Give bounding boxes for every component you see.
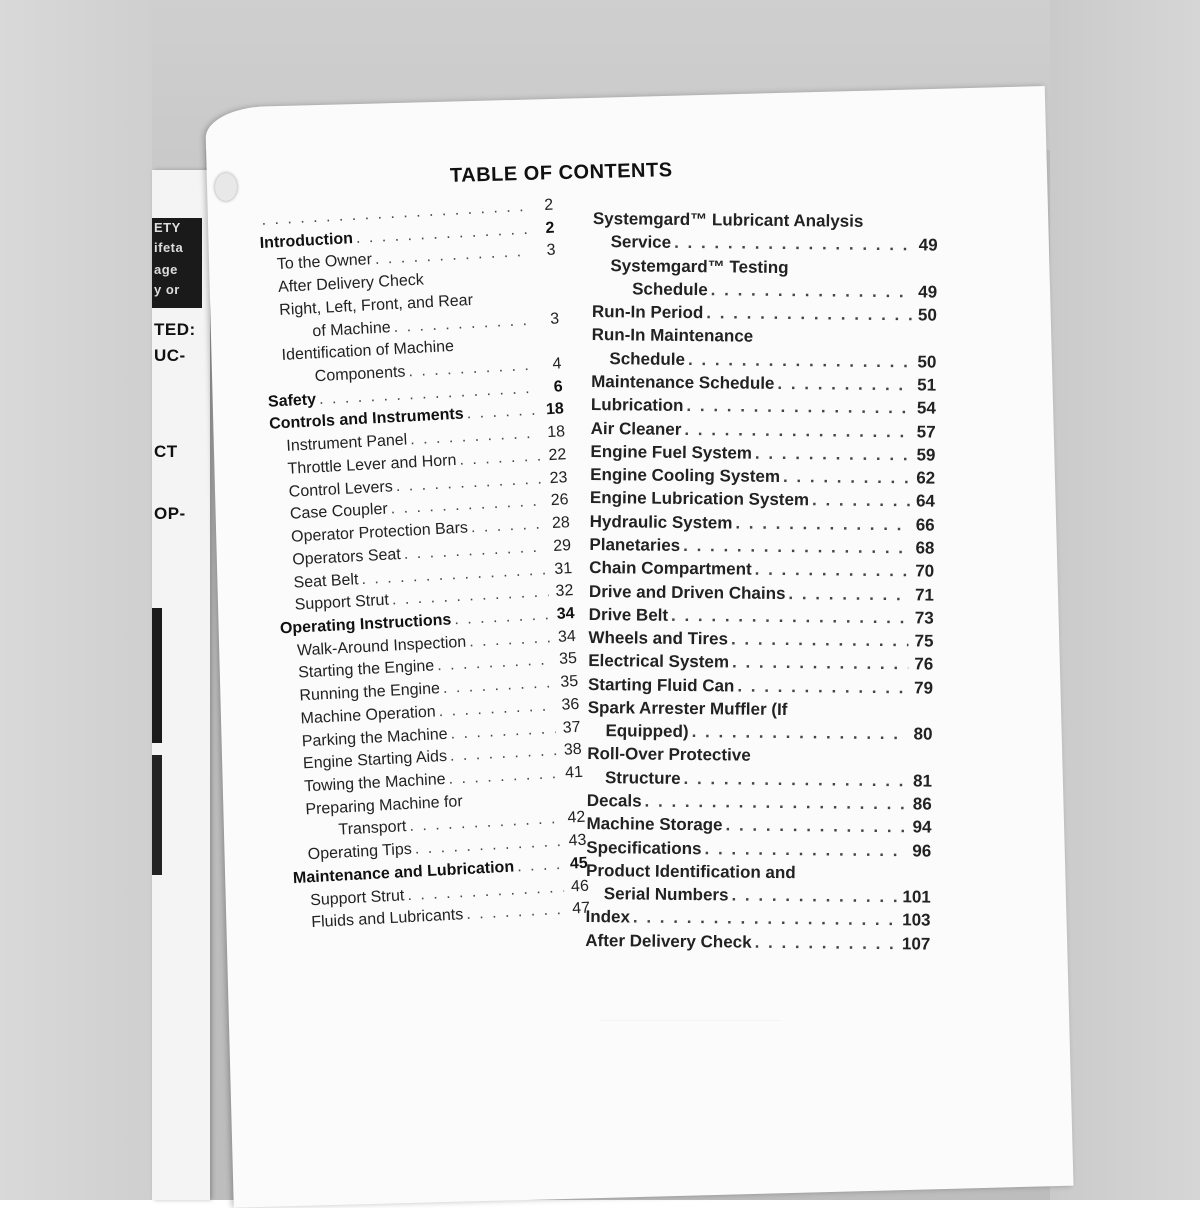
toc-entry-title: Product Identification and (585, 860, 796, 883)
toc-leader-dots (731, 884, 899, 909)
toc-entry-title: Towing the Machine (303, 770, 446, 796)
toc-left-column (258, 195, 591, 936)
toc-entry-title: Right, Left, Front, and Rear (278, 291, 474, 319)
toc-entry-title: Support Strut (294, 591, 390, 614)
toc-leader-dots (684, 418, 911, 444)
toc-page-number: 35 (558, 650, 578, 669)
page-title: TABLE OF CONTENTS (449, 159, 673, 187)
toc-entry-title: Air Cleaner (590, 418, 682, 439)
toc-entry-title: Seat Belt (293, 570, 359, 592)
faded-print (600, 1020, 780, 1061)
toc-entry-title: Engine Cooling System (590, 465, 781, 487)
toc-entry-title: Drive Belt (588, 604, 669, 625)
toc-entry-title: Preparing Machine for (304, 792, 464, 819)
toc-leader-dots (671, 604, 909, 630)
toc-entry-title: Walk-Around Inspection (296, 633, 467, 660)
toc-page-number: 2 (544, 219, 555, 237)
toc-entry-title: Lubrication (590, 395, 684, 416)
toc-entry-title: Schedule (632, 279, 708, 300)
toc-page-number: 3 (546, 241, 556, 260)
toc-entry-title: Support Strut (309, 886, 405, 909)
toc-page-number: 26 (550, 491, 570, 510)
toc-leader-dots (688, 348, 912, 374)
toc-entry-title: Fluids and Lubricants (310, 906, 464, 932)
toc-page-number: 22 (548, 446, 567, 465)
toc-page-number: 50 (917, 305, 937, 325)
toc-leader-dots (731, 628, 909, 653)
toc-entry-title: Wheels and Tires (588, 628, 729, 649)
toc-page-number: 107 (901, 933, 931, 954)
toc-page-number: 32 (555, 582, 574, 601)
toc-page-number: 28 (551, 514, 571, 533)
toc-entry-title: Structure (604, 767, 681, 788)
toc-page-number: 31 (553, 559, 573, 578)
toc-entry-title: Control Levers (288, 477, 394, 501)
toc-leader-dots (812, 489, 910, 513)
toc-page-number: 51 (917, 375, 937, 395)
toc-page-number: 71 (914, 584, 935, 605)
toc-entry-title: Transport (338, 818, 407, 840)
toc-leader-dots (674, 231, 913, 257)
toc-page-number: 23 (549, 468, 568, 487)
toc-page-number: 64 (915, 491, 936, 511)
left-fragment: TED: (154, 320, 196, 339)
toc-page-number: 4 (552, 355, 562, 373)
toc-page-number: 18 (545, 400, 565, 419)
toc-page-number: 81 (912, 771, 933, 791)
toc-page-number: 54 (916, 398, 937, 418)
toc-page-number: 43 (568, 831, 587, 850)
toc-leader-dots (755, 930, 900, 955)
toc-entry-title: Operator Protection Bars (290, 519, 469, 546)
left-fragment: y or (154, 282, 180, 297)
toc-entry-title: Starting Fluid Can (587, 674, 735, 696)
toc-page-number: 41 (564, 763, 584, 782)
toc-page-number: 38 (563, 741, 583, 759)
toc-page-number: 37 (562, 718, 581, 737)
toc-page-number: 96 (912, 840, 932, 861)
toc-entry-title: Introduction (259, 229, 354, 252)
toc-entry-title: Instrument Panel (285, 431, 408, 456)
toc-page-number: 6 (553, 378, 564, 396)
toc-page-number: 68 (915, 538, 935, 558)
toc-page-number: 49 (918, 282, 938, 302)
toc-leader-dots (517, 854, 564, 879)
toc-page-number: 75 (914, 631, 934, 651)
toc-entry-title: Case Coupler (289, 500, 389, 524)
left-fragment: age (154, 262, 178, 277)
toc-leader-dots (633, 906, 899, 932)
toc-entry-title: Index (585, 907, 631, 927)
binding-ring (215, 173, 237, 201)
toc-leader-dots (735, 511, 910, 536)
toc-leader-dots (704, 837, 906, 862)
toc-page-number: 42 (567, 809, 586, 828)
toc-page-number: 50 (917, 352, 937, 372)
toc-entry-title: of Machine (311, 318, 392, 340)
left-fragment: ifeta (154, 240, 184, 255)
toc-entry-title: Maintenance and Lubrication (292, 858, 515, 887)
toc-page-number: 103 (902, 910, 931, 931)
photo-backdrop-right (1050, 0, 1200, 1200)
toc-leader-dots (737, 674, 908, 699)
toc-page-number: 94 (912, 817, 932, 837)
toc-page-number: 45 (569, 854, 589, 873)
toc-leader-dots (788, 582, 909, 607)
toc-leader-dots (755, 558, 910, 583)
toc-entry-title: After Delivery Check (585, 930, 752, 952)
toc-page-number: 46 (570, 877, 590, 896)
toc-page-number: 66 (915, 515, 935, 535)
toc-entry-title: Controls and Instruments (268, 405, 465, 434)
toc-page-number: 79 (913, 678, 934, 698)
toc-entry-title: Drive and Driven Chains (588, 581, 786, 603)
toc-entry-title: Running the Engine (299, 680, 441, 705)
left-page-warning-box (152, 218, 202, 308)
left-fragment: CT (154, 442, 178, 461)
toc-entry-title: Engine Lubrication System (589, 488, 810, 510)
toc-entry-title: Run-In Maintenance (591, 325, 754, 347)
toc-leader-dots (644, 790, 906, 816)
toc-page-number: 34 (556, 604, 575, 623)
left-fragment: OP- (154, 504, 186, 523)
toc-entry-title: Service (610, 232, 672, 253)
toc-page-number: 73 (914, 608, 934, 628)
toc-page-number: 34 (557, 627, 577, 646)
toc-leader-dots (755, 442, 911, 467)
toc-entry-title: Operating Instructions (279, 611, 452, 638)
left-partial-page (152, 170, 210, 1200)
toc-page-number: 47 (571, 899, 591, 918)
left-fragment: ETY (154, 220, 181, 235)
toc-entry-title: Schedule (609, 348, 686, 369)
toc-page-number: 29 (552, 536, 572, 555)
toc-entry-title: Engine Fuel System (590, 441, 753, 463)
toc-page-number: 36 (561, 695, 580, 714)
toc-leader-dots (686, 394, 911, 420)
toc-entry-title: Planetaries (589, 534, 681, 555)
toc-entry-title: Equipped) (605, 721, 689, 742)
toc-page-number: 3 (549, 309, 560, 328)
toc-entry-title: Machine Storage (586, 814, 723, 835)
toc-leader-dots (683, 767, 907, 793)
toc-entry-title: Chain Compartment (589, 558, 752, 579)
toc-page-number: 59 (916, 445, 936, 465)
toc-entry (585, 929, 930, 956)
left-fragment: UC- (154, 346, 186, 365)
toc-entry-title: Systemgard™ Lubricant Analysis (592, 208, 864, 231)
toc-entry-title: Operators Seat (291, 545, 402, 569)
toc-entry-title: Machine Operation (300, 703, 437, 728)
toc-entry-title: Safety (267, 390, 317, 411)
toc-page-number: 86 (912, 794, 932, 814)
toc-leader-dots (725, 814, 906, 839)
toc-page-number: 101 (902, 887, 931, 907)
toc-page-number: 49 (918, 235, 938, 255)
toc-leader-dots (777, 372, 911, 397)
toc-page-number: 70 (915, 561, 935, 581)
toc-page-number: 57 (916, 421, 936, 442)
toc-page-number: 76 (914, 654, 934, 674)
toc-entry-title: Spark Arrester Muffler (If (587, 697, 788, 719)
toc-entry-title: Electrical System (588, 651, 730, 672)
toc-page-number: 2 (543, 196, 554, 215)
toc-entry-title: Starting the Engine (297, 657, 435, 682)
toc-page-number: 80 (913, 724, 933, 744)
left-page-image-block (152, 608, 162, 743)
toc-entry-title: Specifications (586, 837, 702, 858)
toc-entry-title: Run-In Period (591, 302, 704, 323)
toc-entry-title: Identification of Machine (281, 338, 455, 365)
left-page-image-block (152, 755, 162, 875)
toc-entry-title: Components (314, 363, 406, 386)
toc-entry-title: Roll-Over Protective (587, 744, 751, 766)
toc-entry-title: After Delivery Check (277, 271, 425, 297)
toc-entry-title: Parking the Machine (301, 725, 448, 750)
toc-leader-dots (683, 534, 909, 560)
toc-right-column (585, 207, 938, 956)
toc-leader-dots (783, 465, 910, 490)
toc-entry-title: Systemgard™ Testing (610, 255, 789, 277)
toc-entry-title: Hydraulic System (589, 511, 733, 533)
toc-entry-title: Engine Starting Aids (302, 748, 448, 773)
toc-entry-title: Maintenance Schedule (591, 371, 775, 393)
toc-leader-dots (732, 651, 908, 676)
toc-entry-title: Throttle Lever and Horn (287, 451, 457, 478)
photo-backdrop-left (0, 0, 152, 1200)
toc-page-number: 35 (559, 672, 579, 691)
toc-page-number: 62 (916, 468, 936, 488)
toc-leader-dots (706, 301, 912, 326)
toc-entry-title: Serial Numbers (603, 884, 729, 905)
toc-leader-dots (711, 278, 913, 303)
toc-entry-title: Decals (586, 790, 642, 811)
toc-entry-title: To the Owner (276, 251, 373, 274)
toc-entry-title: Operating Tips (307, 840, 413, 864)
toc-leader-dots (691, 720, 907, 746)
toc-page-number: 18 (546, 423, 566, 442)
